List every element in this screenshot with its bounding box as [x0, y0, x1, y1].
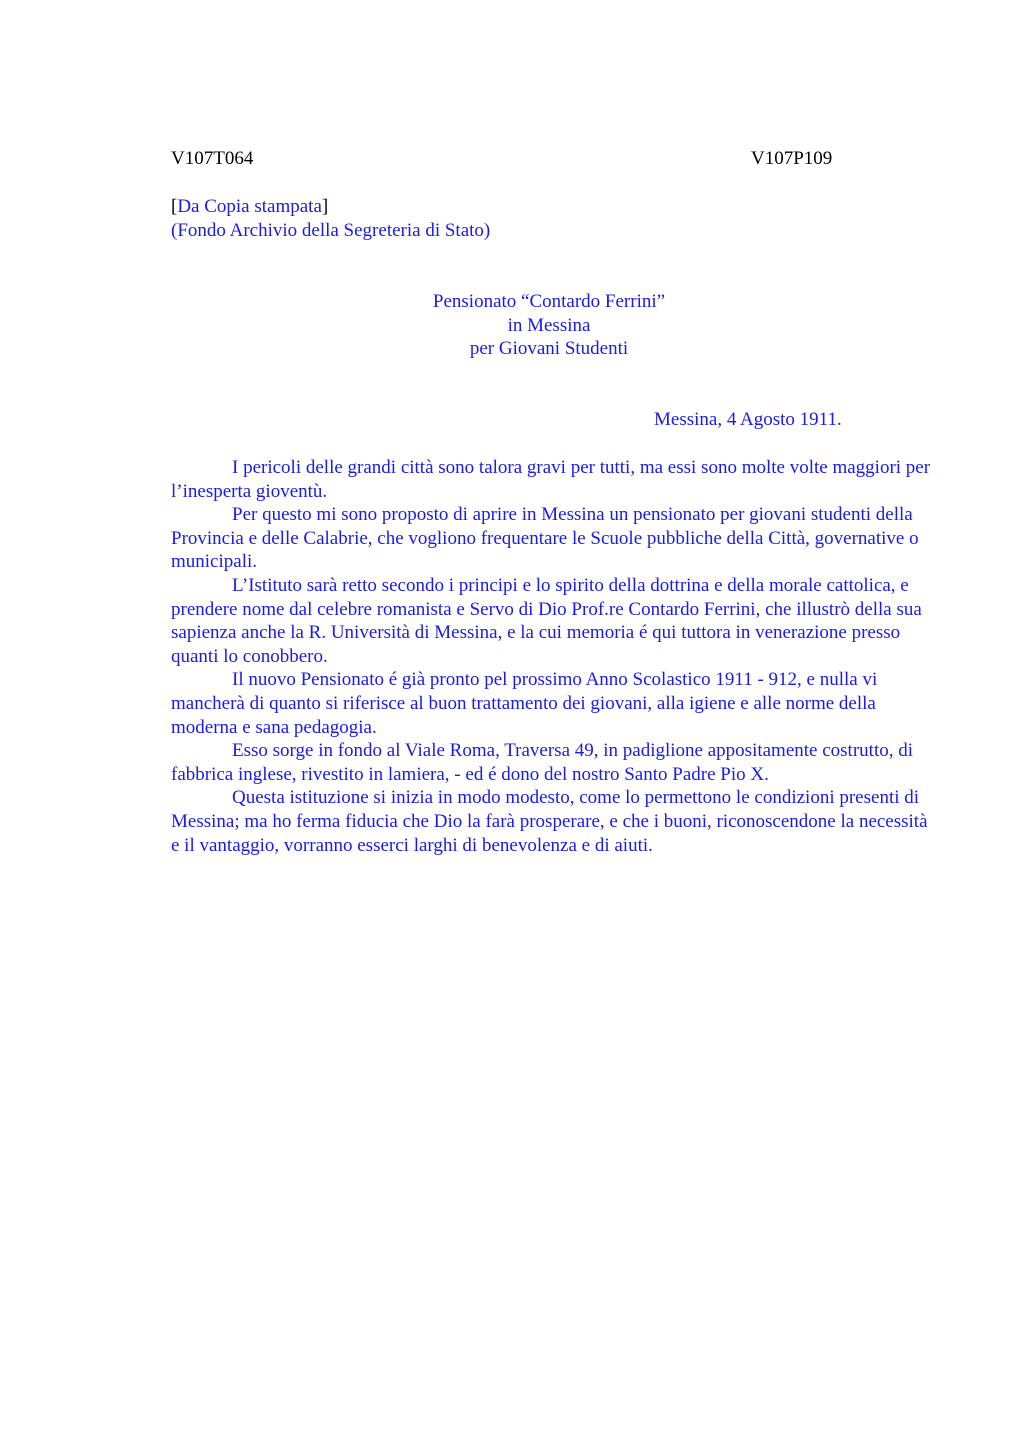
- paragraph-5: Esso sorge in fondo al Viale Roma, Traversa 49, in padiglione appositamente costrutto, di fabbrica inglese, rivestito in lamiera, - ed é dono del nostro Santo Padre Pio X.: [171, 740, 914, 785]
- document-code-left: V107T064: [171, 148, 254, 169]
- letterhead-line-2: in Messina: [507, 314, 591, 336]
- source-archive: (Fondo Archivio della Segreteria di Stato): [171, 219, 491, 241]
- letterhead: [349, 290, 749, 361]
- dateline: Messina, 4 Agosto 1911.: [654, 409, 842, 430]
- paragraph-3: L’Istituto sarà retto secondo i principi e lo spirito della dottrina e della morale cattolica, e prendere nome dal celebre romanista e Servo di Dio Prof.re Contardo Ferrini, che illustrò della sua sapienza anche la R. Università di Messina, e la cui memoria é qui tuttora in venerazione presso quanti lo conobbero.: [171, 574, 922, 667]
- paragraph-2: Per questo mi sono proposto di aprire in Messina un pensionato per giovani studenti della Provincia e delle Calabrie, che vogliono frequentare le Scuole pubbliche della Città, governative o municipali.: [171, 504, 919, 573]
- document-code-right: V107P109: [751, 148, 833, 169]
- source-block: [171, 195, 490, 242]
- bracket-close: ]: [321, 196, 329, 217]
- letterhead-line-1: Pensionato “Contardo Ferrini”: [432, 291, 666, 312]
- paragraph-6: Questa istituzione si inizia in modo modesto, come lo permettono le condizioni presenti di Messina; ma ho ferma fiducia che Dio la farà prosperare, e che i buoni, riconoscendone la necessità e il vantaggio, vorranno esserci larghi di benevolenza e di aiuti.: [171, 787, 928, 856]
- letter-body: [171, 456, 931, 857]
- source-copy-label: Da Copia stampata: [177, 196, 322, 217]
- source-copy-line: [171, 195, 490, 219]
- paragraph-4: Il nuovo Pensionato é già pronto pel prossimo Anno Scolastico 1911 - 912, e nulla vi mancherà di quanto si riferisce al buon trattamento dei giovani, alla igiene e alle norme della moderna e sana pedagogia.: [171, 669, 878, 738]
- bracket-open: [: [171, 196, 178, 217]
- paragraph-1: I pericoli delle grandi città sono talora gravi per tutti, ma essi sono molte volte maggiori per l’inesperta gioventù.: [171, 457, 931, 502]
- letterhead-line-3: per Giovani Studenti: [469, 338, 629, 360]
